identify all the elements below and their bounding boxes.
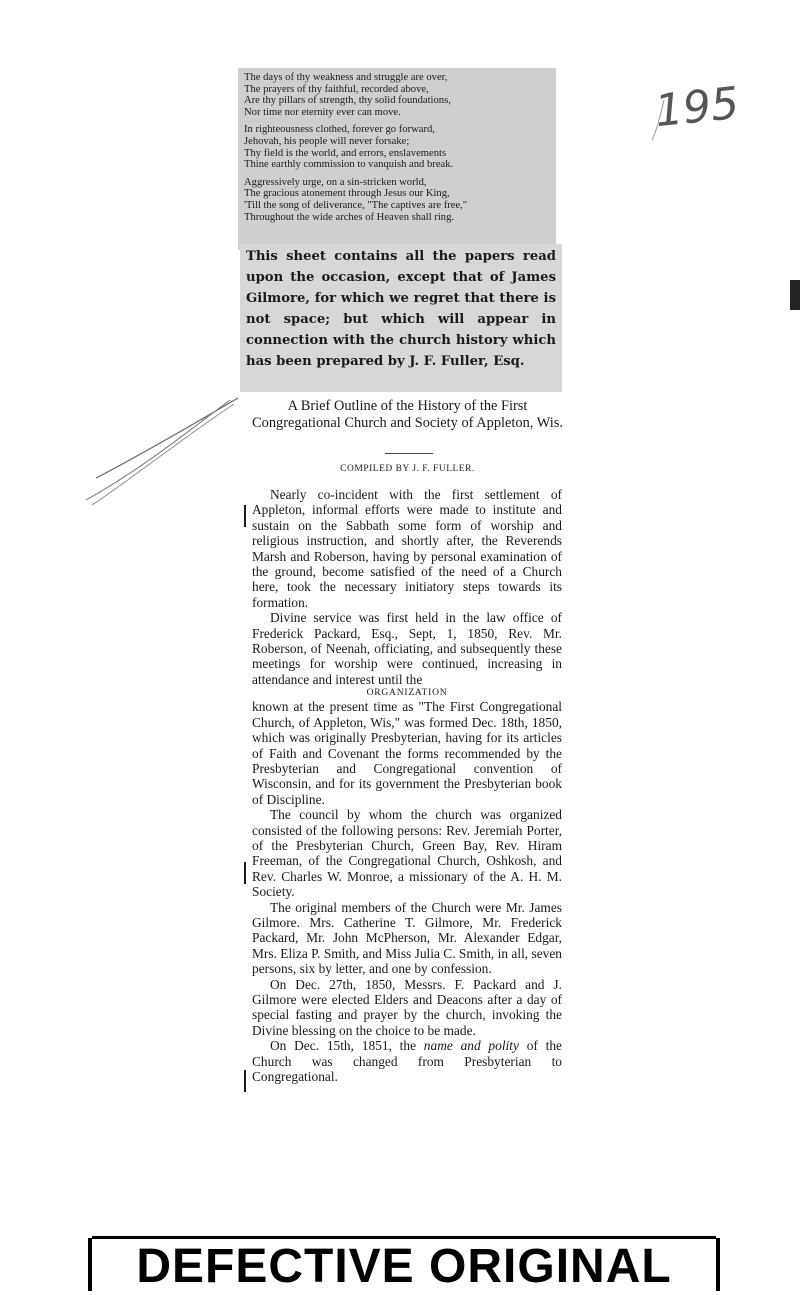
poem-block bbox=[238, 68, 556, 250]
poem-line: 'Till the song of deliverance, "The captives are free," bbox=[244, 199, 468, 211]
poem-line: Jehovah, his people will never forsake; bbox=[244, 135, 410, 147]
paragraph: Nearly co-incident with the first settlement of Appleton, informal efforts were made to institute and sustain on the Sabbath some form of worship and religious instruction, and shortly after, the Reverends Marsh and Roberson, having by personal examination of the ground, become satisfied of the need of a Church here, took the necessary initiatory steps towards its formation. bbox=[252, 487, 562, 610]
poem-stanza bbox=[244, 177, 550, 223]
paragraph: On Dec. 27th, 1850, Messrs. F. Packard and J. Gilmore were elected Elders and Deacons after a day of special fasting and prayer by the church, invoking the Divine blessing on the choice to be made. bbox=[252, 976, 562, 1038]
italic-text: name and polity bbox=[423, 1038, 519, 1054]
article-byline: COMPILED BY J. F. FULLER. bbox=[340, 464, 475, 474]
poem-stanza bbox=[244, 124, 550, 170]
page-number: 195 bbox=[652, 77, 742, 138]
poem-line: In righteousness clothed, forever go forward, bbox=[244, 124, 435, 136]
poem-line: Thy field is the world, and errors, enslavements bbox=[244, 147, 447, 159]
article-body bbox=[252, 487, 562, 1084]
paragraph: known at the present time as "The First Congregational Church, of Appleton, Wis," was formed Dec. 18th, 1850, which was originally Presbyterian, having for its articles of Faith and Covenant the forms recommended by the Presbyterian and Congregational convention of Wisconsin, and for its government the Presbyterian book of Discipline. bbox=[252, 699, 562, 807]
paragraph: Divine service was first held in the law office of Frederick Packard, Esq., Sept, 1, 1850, Rev. Mr. Roberson, of Neenah, officiating, and subsequently these meetings for worship were continued, increasing in attendance and interest until the bbox=[252, 610, 562, 687]
scan-margin-mark bbox=[244, 1070, 246, 1092]
scan-margin-mark bbox=[244, 505, 246, 527]
poem-stanza bbox=[244, 72, 550, 118]
poem-line: Thine earthly commission to vanquish and break. bbox=[244, 159, 454, 171]
defective-original-stamp: DEFECTIVE ORIGINAL bbox=[92, 1236, 716, 1294]
paragraph: The council by whom the church was organized consisted of the following persons: Rev. Jeremiah Porter, of the Presbyterian Church, Green Bay, Rev. Hiram Freeman, of the Congregational Church, Oshkosh, and Rev. Charles W. Monroe, a missionary of the A. H. M. Society. bbox=[252, 807, 562, 900]
section-subhead: ORGANIZATION bbox=[366, 688, 448, 699]
poem-line: The gracious atonement through Jesus our King, bbox=[244, 188, 450, 200]
paragraph bbox=[252, 1038, 562, 1084]
scan-margin-mark bbox=[244, 862, 246, 884]
paragraph: The original members of the Church were Mr. James Gilmore. Mrs. Catherine T. Gilmore, Mr. Frederick Packard, Mr. John McPherson, Mr. Alexander Edgar, Mrs. Eliza P. Smith, and Miss Julia C. Smith, in all, seven persons, six by letter, and one by confession. bbox=[252, 899, 562, 977]
editor-notice: This sheet contains all the papers read upon the occasion, except that of James Gilmore, for which we regret that there is not space; but which will appear in connection with the church history which has been prepared by J. F. Fuller, Esq. bbox=[240, 244, 562, 392]
poem-line: Throughout the wide arches of Heaven shall ring. bbox=[244, 211, 455, 223]
paragraph-text: of the Church was changed from Presbyterian to Congregational. bbox=[252, 1038, 563, 1085]
poem-line: Are thy pillars of strength, thy solid foundations, bbox=[244, 95, 451, 107]
paragraph-text: On Dec. 15th, 1851, the bbox=[270, 1038, 424, 1054]
title-rule bbox=[385, 453, 433, 454]
article-title: A Brief Outline of the History of the First Congregational Church and Society of Appleton, Wis. bbox=[252, 398, 563, 431]
poem-line: Aggressively urge, on a sin-stricken world, bbox=[244, 176, 427, 188]
poem-line: The prayers of thy faithful, recorded above, bbox=[244, 83, 429, 95]
poem-line: Nor time nor eternity ever can move. bbox=[244, 106, 401, 118]
scan-edge-mark bbox=[790, 280, 800, 310]
poem-line: The days of thy weakness and struggle are over, bbox=[244, 72, 448, 83]
stamp-edge bbox=[716, 1238, 720, 1291]
